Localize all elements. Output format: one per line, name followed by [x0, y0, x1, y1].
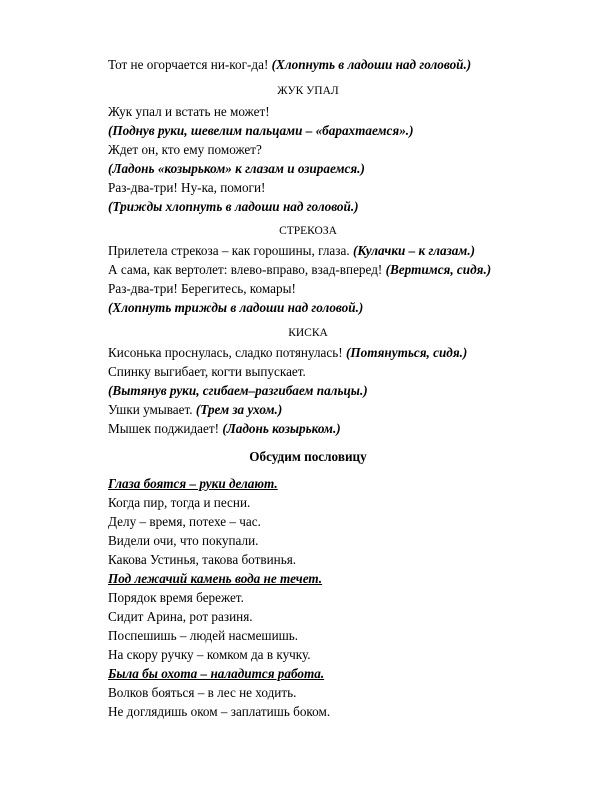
strekoza-line-2-text: А сама, как вертолет: влево-вправо, взад-вперед! — [108, 262, 386, 277]
intro-line — [108, 57, 471, 73]
document-page — [108, 0, 528, 792]
proverb-item: Когда пир, тогда и песни. — [108, 495, 251, 510]
zhuk-line-1: Жук упал и встать не может! — [108, 104, 270, 119]
proverb-item: Глаза боятся – руки делают. — [108, 476, 278, 491]
zhuk-line-4: (Ладонь «козырьком» к глазам и озираемся.) — [108, 161, 365, 176]
kiska-line-3: (Вытянув руки, сгибаем–разгибаем пальцы.) — [108, 383, 368, 398]
kiska-line-5 — [108, 421, 341, 437]
section-title-zhuk: ЖУК УПАЛ — [277, 85, 339, 97]
zhuk-line-6: (Трижды хлопнуть в ладоши над головой.) — [108, 199, 359, 214]
proverb-item: Поспешишь – людей насмешишь. — [108, 628, 299, 643]
kiska-line-5-action: (Ладонь козырьком.) — [222, 421, 341, 436]
proverb-item: Порядок время бережет. — [108, 590, 244, 605]
kiska-line-1-text: Кисонька проснулась, сладко потянулась! — [108, 345, 346, 360]
zhuk-line-3: Ждет он, кто ему поможет? — [108, 142, 262, 157]
kiska-line-4-text: Ушки умывает. — [108, 402, 196, 417]
strekoza-line-1-text: Прилетела стрекоза – как горошины, глаза. — [108, 243, 353, 258]
proverb-item: Какова Устинья, такова ботвинья. — [108, 552, 297, 567]
proverb-item: Была бы охота – наладится работа. — [108, 666, 325, 681]
strekoza-line-2-action: (Вертимся, сидя.) — [385, 262, 492, 277]
proverb-item: На скору ручку – комком да в кучку. — [108, 647, 311, 662]
zhuk-line-5: Раз-два-три! Ну-ка, помоги! — [108, 180, 266, 195]
strekoza-line-1-action: (Кулачки – к глазам.) — [352, 243, 476, 258]
kiska-line-2: Спинку выгибает, когти выпускает. — [108, 364, 306, 379]
proverb-item: Под лежачий камень вода не течет. — [108, 571, 323, 586]
strekoza-line-3: Раз-два-три! Берегитесь, комары! — [108, 281, 296, 296]
proverb-item: Видели очи, что покупали. — [108, 533, 259, 548]
kiska-line-4 — [108, 402, 282, 418]
section-title-proverbs: Обсудим пословицу — [249, 449, 367, 464]
proverb-item: Не доглядишь оком – заплатишь боком. — [108, 704, 331, 719]
strekoza-line-4: (Хлопнуть трижды в ладоши над головой.) — [108, 300, 364, 315]
proverb-item: Делу – время, потехе – час. — [108, 514, 261, 529]
section-title-strekoza: СТРЕКОЗА — [279, 225, 337, 237]
zhuk-line-2: (Поднув руки, шевелим пальцами – «барахтаемся».) — [108, 123, 414, 138]
kiska-line-1-action: (Потянуться, сидя.) — [345, 345, 468, 360]
kiska-line-1 — [108, 345, 467, 361]
proverb-item: Волков бояться – в лес не ходить. — [108, 685, 297, 700]
kiska-line-5-text: Мышек поджидает! — [108, 421, 223, 436]
intro-text: Тот не огорчается ни-ког-да! — [108, 57, 272, 72]
strekoza-line-1 — [108, 243, 475, 259]
intro-action: (Хлопнуть в ладоши над головой.) — [271, 57, 472, 72]
section-title-kiska: КИСКА — [288, 327, 328, 339]
strekoza-line-2 — [108, 262, 491, 278]
kiska-line-4-action: (Трем за ухом.) — [195, 402, 283, 417]
proverb-item: Сидит Арина, рот разиня. — [108, 609, 253, 624]
